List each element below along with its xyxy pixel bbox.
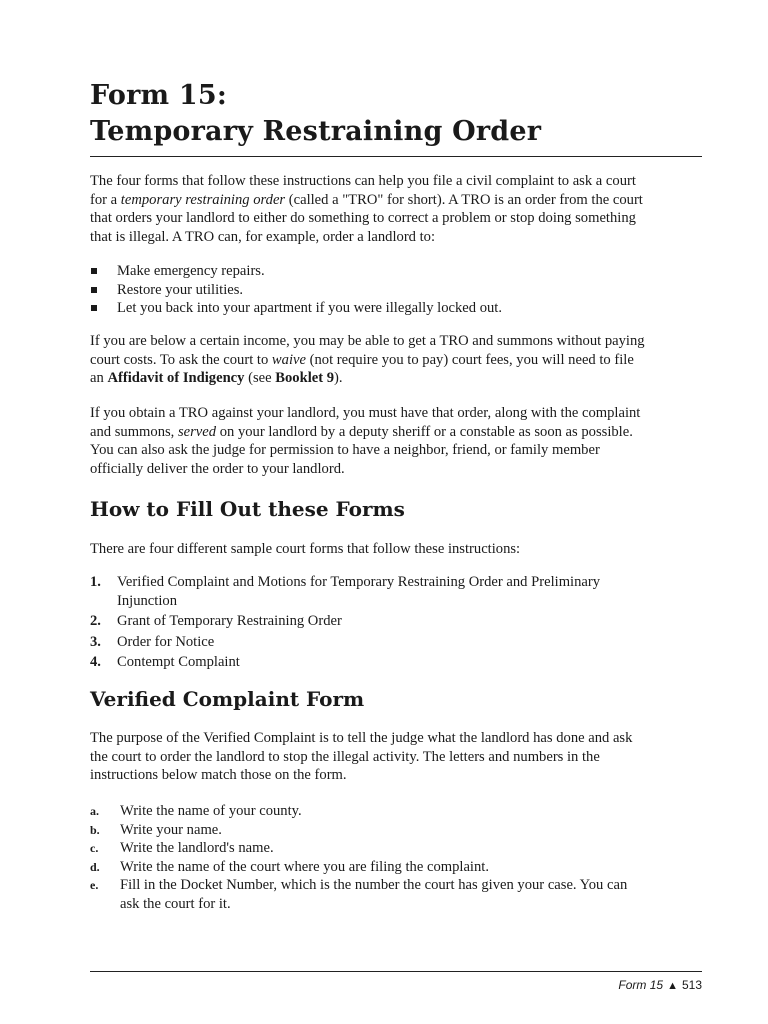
bullet-list <box>90 262 650 318</box>
item-text: Fill in the Docket Number, which is the number the court has given your case. You can ask the court for it. <box>120 877 628 912</box>
page-footer <box>618 978 702 992</box>
intro-text-2: (called a "TRO" for short). A TRO is an order from the court that orders your landlord to either do something to correct a problem or stop doing something that is illegal. A TRO can, for example, order a landlord to: <box>90 191 643 245</box>
forms-list-item <box>90 612 650 631</box>
square-bullet-icon <box>91 287 97 293</box>
intro-emphasis: temporary restraining order <box>120 191 286 208</box>
page-title <box>90 78 541 150</box>
title-divider <box>90 156 702 157</box>
title-line-2: Temporary Restraining Order <box>90 116 542 147</box>
footer-divider <box>90 971 702 972</box>
para2-text-3: (see <box>244 370 276 386</box>
bullet-text: Let you back into your apartment if you were illegally locked out. <box>117 300 502 316</box>
bullet-item <box>90 262 650 281</box>
item-letter: d. <box>90 859 100 874</box>
item-number: 3. <box>90 633 101 650</box>
item-number: 1. <box>90 574 101 590</box>
section1-intro: There are four different sample court forms that follow these instructions: <box>90 541 521 557</box>
court-costs-paragraph <box>90 332 650 388</box>
section2-intro: The purpose of the Verified Complaint is to tell the judge what the landlord has done and ask the court to order the landlord to stop the illegal activity. The letters and numbers in the instructions below match those on the form. <box>90 730 633 783</box>
instruction-item <box>90 839 650 858</box>
item-number: 4. <box>90 654 101 670</box>
instruction-item <box>90 802 650 821</box>
bullet-text: Restore your utilities. <box>117 281 244 298</box>
item-text: Write the landlord's name. <box>120 840 274 856</box>
intro-text-1: The four forms that follow these instructions can help you file a civil complaint to ask a court for a <box>90 173 636 208</box>
page-number: 513 <box>681 978 702 992</box>
title-line-1: Form 15: <box>90 80 228 111</box>
item-text: Grant of Temporary Restraining Order <box>117 613 342 629</box>
para2-text-2: (not require you to pay) court fees, you will need to file an <box>90 351 634 386</box>
item-text: Write the name of the court where you are filing the complaint. <box>120 858 489 875</box>
para2-text-4: ). <box>334 370 343 386</box>
instructions-list <box>90 802 650 913</box>
affidavit-reference: Affidavit of Indigency <box>107 370 245 386</box>
forms-list-item <box>90 573 650 610</box>
item-letter: b. <box>90 822 100 837</box>
item-letter: e. <box>90 878 99 892</box>
forms-list <box>90 573 650 674</box>
square-bullet-icon <box>91 305 97 311</box>
triangle-icon: ▲ <box>667 980 678 992</box>
booklet-reference: Booklet 9 <box>275 370 335 386</box>
item-text: Contempt Complaint <box>117 654 240 670</box>
section-heading-verified-complaint: Verified Complaint Form <box>90 687 365 711</box>
forms-list-item <box>90 653 650 672</box>
item-letter: c. <box>90 841 99 855</box>
instruction-item <box>90 821 650 840</box>
forms-list-item <box>90 633 650 652</box>
bullet-item <box>90 299 650 318</box>
square-bullet-icon <box>91 268 97 274</box>
item-text: Order for Notice <box>117 633 215 650</box>
item-text: Verified Complaint and Motions for Temporary Restraining Order and Preliminary Injunction <box>117 574 601 609</box>
item-text: Write your name. <box>120 821 222 838</box>
service-paragraph <box>90 404 650 478</box>
item-letter: a. <box>90 804 99 818</box>
instruction-item <box>90 876 650 913</box>
bullet-item <box>90 281 650 300</box>
para3-text-1: If you obtain a TRO against your landlord, you must have that order, along with the complaint and summons, <box>90 405 641 440</box>
para3-emphasis: served <box>177 423 217 440</box>
section-heading-how-to-fill: How to Fill Out these Forms <box>90 497 405 521</box>
bullet-text: Make emergency repairs. <box>117 263 265 279</box>
footer-form-label: Form 15 <box>618 978 664 992</box>
instruction-item <box>90 858 650 877</box>
para2-text-1: If you are below a certain income, you may be able to get a TRO and summons without paying court costs. To ask the court to <box>90 333 645 368</box>
para3-text-2: on your landlord by a deputy sheriff or a constable as soon as possible. You can also ask the judge for permission to have a neighbor, friend, or family member officially deliver the order to your landlord. <box>90 423 633 477</box>
para2-emphasis: waive <box>271 351 306 368</box>
intro-paragraph <box>90 172 650 246</box>
item-text: Write the name of your county. <box>120 803 302 819</box>
item-number: 2. <box>90 613 101 629</box>
